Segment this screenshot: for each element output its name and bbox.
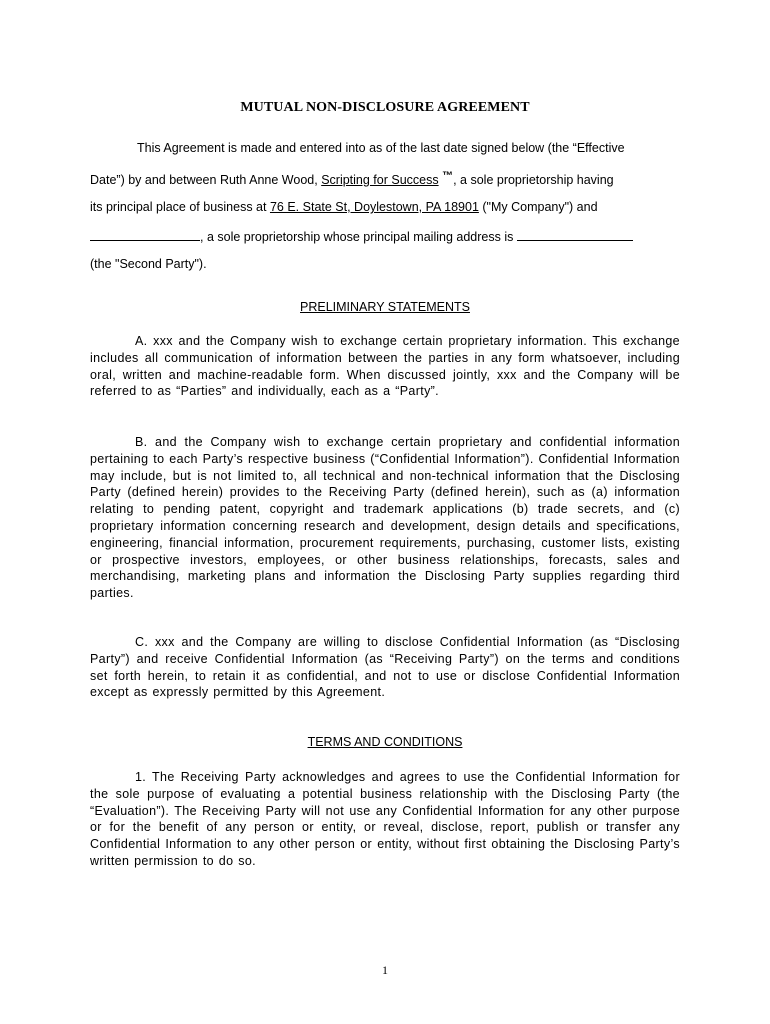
intro-comma: , (314, 173, 318, 187)
second-party-name-blank[interactable] (90, 229, 200, 241)
paragraph-b: B. and the Company wish to exchange certain proprietary and confidential information pertaining to each Party’s respective business (“Confidential Information”). Confidential Information may include, but is not limited to, all technical and non-technical information that the Disclosing Party (defined herein) provides to the Receiving Party (defined herein), such as (a) information relating to pending patent, copyright and trademark applications (b) trade secrets, and (c) proprietary information concerning research and development, design details and specifications, engineering, financial information, procurement requirements, purchasing, customer lists, existing or prospective investors, employees, or other business relationships, forecasts, sales and merchandising, marketing plans and information the Disclosing Party supplies regarding third parties. (90, 435, 680, 601)
trademark-symbol: ™ (442, 170, 454, 182)
intro-line-4 (90, 229, 690, 244)
intro-line-3 (90, 200, 690, 214)
intro-line-1: This Agreement is made and entered into as of the last date signed below (the “Effective (137, 141, 625, 155)
paragraph-1: 1. The Receiving Party acknowledges and agrees to use the Confidential Information for the sole purpose of evaluating a potential business relationship with the Disclosing Party (the “Evaluation”). The Receiving Party will not use any Confidential Information for any other purpose or for the benefit of any person or entity, or reveal, disclose, report, publish or transfer any Confidential Information to any other person or entity, without first obtaining the Disclosing Party’s written permission to do so. (90, 770, 680, 868)
page-number: 1 (382, 963, 388, 977)
preliminary-statements-heading: PRELIMINARY STATEMENTS (300, 300, 470, 314)
intro-line-3-head: its principal place of business at (90, 200, 270, 214)
intro-line-3-tail: ("My Company") and (478, 200, 598, 214)
intro-address: 76 E. State St, Doylestown, PA 18901 (269, 200, 479, 214)
terms-and-conditions-heading: TERMS AND CONDITIONS (307, 735, 463, 749)
intro-party-name: Date”) by and between Ruth Anne Wood (90, 173, 315, 187)
intro-line-5: (the "Second Party"). (90, 257, 207, 271)
intro-line-4-text: , a sole proprietorship whose principal mailing address is (200, 230, 517, 244)
second-party-address-blank[interactable] (517, 229, 633, 241)
intro-company-name: Scripting for Success (321, 173, 439, 187)
paragraph-a: A. xxx and the Company wish to exchange certain proprietary information. This exchange includes all communication of information between the parties in any form whatsoever, including oral, written and machine-readable form. When discussed jointly, xxx and the Company will be referred to as “Parties” and individually, each as a “Party”. (90, 334, 680, 399)
document-title: MUTUAL NON-DISCLOSURE AGREEMENT (240, 100, 530, 115)
paragraph-c: C. xxx and the Company are willing to disclose Confidential Information (as “Disclosing Party”) and receive Confidential Information (as “Receiving Party”) on the terms and conditions set forth herein, to retain it as confidential, and not to use or disclose Confidential Information except as expressly permitted by this Agreement. (90, 635, 680, 700)
intro-line-2 (90, 170, 690, 187)
intro-line-2-tail: , a sole proprietorship having (453, 173, 614, 187)
